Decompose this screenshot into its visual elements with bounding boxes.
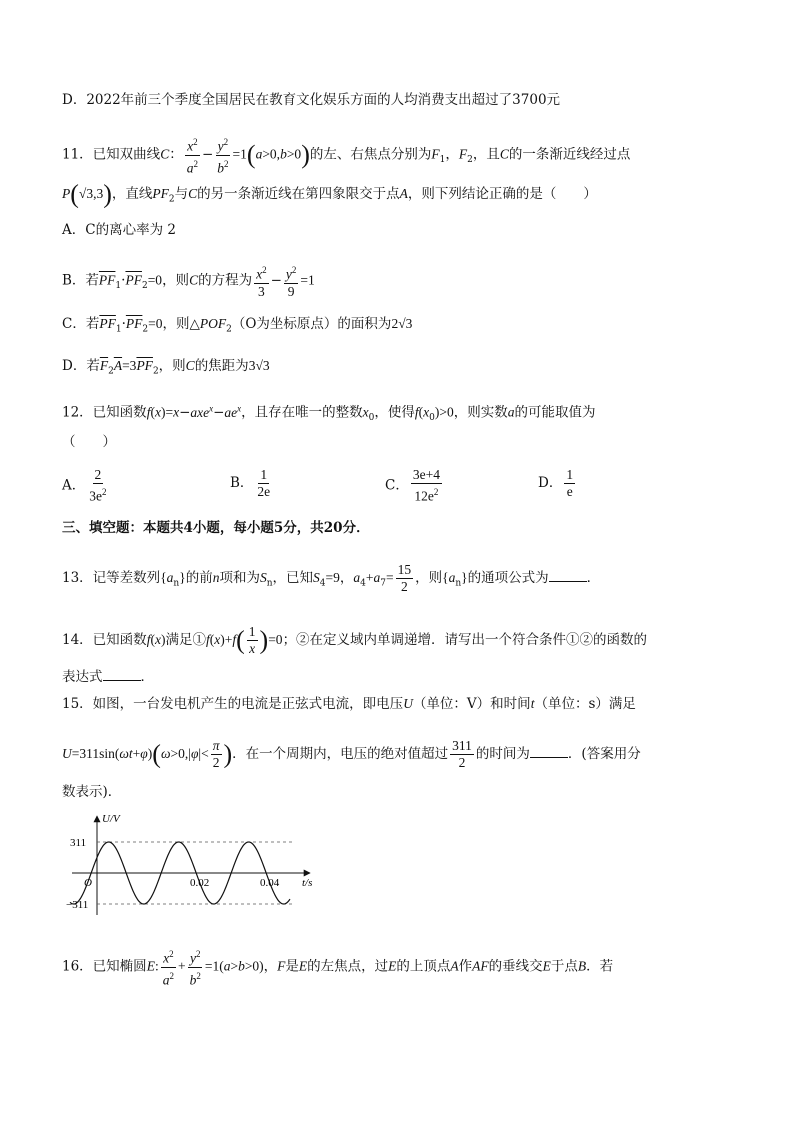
q14-line-1: 14．已知函数f(x)满足①f(x)+f( $\frac{1}{x}$ )=0；②在定义域内单调递增．请写出一个符合条件①②的函数的 bbox=[62, 624, 648, 656]
q13-text-b: 的前 bbox=[185, 570, 213, 586]
q11-optd-post: 的焦距为 bbox=[194, 358, 249, 374]
q11-optc-mid: ，则△ bbox=[162, 316, 200, 332]
q11-text-b: 的左、右焦点分别为 bbox=[309, 146, 432, 163]
q11-optc-pre: C．若 bbox=[62, 316, 100, 332]
q13-text-a: 13．记等差数列 bbox=[62, 570, 161, 586]
q16-text-a: 16．已知椭圆 bbox=[62, 958, 147, 975]
q16-text-i: ．若 bbox=[586, 958, 614, 975]
q12-text-c: ，使得 bbox=[374, 404, 415, 421]
q13-end: ． bbox=[586, 570, 601, 586]
q13-text-e: ， bbox=[339, 570, 354, 586]
x-tick-002: 0.02 bbox=[190, 877, 210, 889]
q15-text-a: 15．如图，一台发电机产生的电流是正弦式电流，即电压 bbox=[62, 696, 404, 712]
q15-line-2: U=311sin(ωt+φ)(ω>0,|φ|< $\frac{\pi}{2}$ )．在一个周期内，电压的绝对值超过 $\frac{311}{2}$ 的时间为 ．(答案用分 bbox=[62, 738, 641, 770]
q12-option-b: B． $\frac{1}{2e}$ bbox=[230, 467, 271, 499]
q15-text-f: ．(答案用分 bbox=[567, 746, 641, 762]
q15-text-c: （单位：s）满足 bbox=[534, 696, 636, 712]
q13-text-c: 项和为 bbox=[219, 570, 260, 586]
q11-text-h: ，则下列结论正确的是（ ） bbox=[407, 186, 597, 202]
q11-option-c: C．若$\overline{PF}_1\cdot\overline{PF}_2=0$，则$\triangle POF_2(O$为坐标原点）的面积为2√3 bbox=[62, 316, 413, 335]
q11-text-a: 11．已知双曲线 bbox=[62, 146, 161, 163]
q11-text-f: 与 bbox=[174, 186, 189, 202]
y-axis-label: U/V bbox=[102, 813, 120, 825]
q15-text-b: （单位：V）和时间 bbox=[412, 696, 531, 712]
q11-option-b: B．若$\overline{PF}_1\cdot\overline{PF}_2=0$，则C的方程为 $\frac{x^2}{3}$ − $\frac{y^2}{9}$ =1 bbox=[62, 262, 754, 300]
q11-optb-post: 的方程为 bbox=[198, 272, 253, 289]
q13-text-g: 的通项公式为 bbox=[467, 570, 549, 586]
q12-text-d: ，则实数 bbox=[453, 404, 508, 421]
q12-line-1: 12．已知函数$f(x)=x-axe^x-ae^x$，且存在唯一的整数$x_0$，使得$f(x_0)>0$，则实数a的可能取值为 bbox=[62, 403, 596, 424]
q11-optd-mid: ，则 bbox=[158, 358, 186, 374]
q14-text-d: 表达式 bbox=[62, 669, 103, 685]
q12-text-b: ，且存在唯一的整数 bbox=[241, 404, 363, 421]
q11-text-e: ，直线 bbox=[111, 186, 153, 202]
q16-text-g: 的垂线交 bbox=[488, 958, 543, 975]
q12-opt-d-label: D． bbox=[538, 475, 563, 491]
q12-opt-b-label: B． bbox=[230, 475, 254, 491]
q13-text-f: ，则 bbox=[415, 570, 443, 586]
q11-optb-mid: ，则 bbox=[162, 272, 190, 289]
q12-opt-a-label: A． bbox=[62, 477, 86, 494]
q12-paren: （ ） bbox=[62, 434, 116, 450]
q16-text-f: 作 bbox=[458, 958, 473, 975]
q13-text-d: ，已知 bbox=[272, 570, 313, 586]
q14-answer-blank[interactable] bbox=[103, 666, 141, 681]
q11-optb-pre: B．若 bbox=[62, 272, 99, 289]
q10-option-d: D．2022年前三个季度全国居民在教育文化娱乐方面的人均消费支出超过了3700元 bbox=[62, 92, 561, 108]
q12-text-a: 12．已知函数 bbox=[62, 404, 147, 421]
q15-line-3: 数表示)． bbox=[62, 784, 122, 800]
q11-text-c: ，且 bbox=[472, 146, 500, 163]
y-tick-neg311: −311 bbox=[66, 899, 89, 911]
q11-optd-pre: D．若 bbox=[62, 358, 100, 374]
q11-optc-post: （O为坐标原点）的面积为 bbox=[231, 316, 392, 332]
q15-text-e: 的时间为 bbox=[475, 746, 530, 762]
q16-text-d: 的左焦点，过 bbox=[307, 958, 389, 975]
x-tick-004: 0.04 bbox=[260, 877, 280, 889]
q12-text-e: 的可能取值为 bbox=[514, 404, 596, 421]
sine-voltage-graph bbox=[62, 810, 322, 925]
q12-option-d: D． $\frac{1}{e}$ bbox=[538, 467, 574, 499]
q16-text-c: 是 bbox=[285, 958, 299, 975]
frac-x2-3: $\frac{x^2}{3}$ bbox=[254, 262, 269, 300]
q13-answer-blank[interactable] bbox=[549, 567, 587, 582]
q14-end: ． bbox=[140, 669, 154, 685]
x-axis-label: t/s bbox=[302, 877, 313, 889]
q14-line-2 bbox=[62, 666, 754, 687]
q11-option-d: D．若$\overline{F}_2\overline{A}=3\overline{PF}_2$，则C的焦距为3√3 bbox=[62, 358, 270, 377]
section-3-heading: 三、填空题：本题共4小题，每小题5分，共20分． bbox=[62, 520, 370, 536]
q15-answer-blank[interactable] bbox=[530, 743, 568, 758]
q15-line-1: 15．如图，一台发电机产生的电流是正弦式电流，即电压U（单位：V）和时间t（单位：s）满足 bbox=[62, 696, 636, 712]
q11-text-d: 的一条渐近线经过点 bbox=[508, 146, 631, 163]
y-tick-311: 311 bbox=[70, 837, 87, 849]
q11-line-2: P(√3,3)，直线$PF_2$与C的另一条渐近线在第四象限交于点A，则下列结论正确的是（ ） bbox=[62, 179, 597, 209]
q11-text-g: 的另一条渐近线在第四象限交于点 bbox=[197, 186, 400, 202]
q14-text-b: 满足① bbox=[165, 632, 206, 648]
frac-y2-b2: $\frac{y^2}{b^2}$ bbox=[215, 134, 230, 176]
q11-option-a: A．C的离心率为 2 bbox=[62, 222, 176, 238]
origin-label: O bbox=[84, 877, 92, 889]
q16-text-h: 于点 bbox=[550, 958, 578, 975]
q14-text-c: ；②在定义域内单调递增．请写出一个符合条件①②的函数的 bbox=[282, 632, 648, 648]
q16-line-1: 16．已知椭圆E: $\frac{x^2}{a^2}$ + $\frac{y^2}{b^2}$ =1(a>b>0)，F是E的左焦点，过E的上顶点A作AF的垂线交E于点B．若 bbox=[62, 946, 754, 988]
q15-text-d: ．在一个周期内，电压的绝对值超过 bbox=[232, 746, 449, 762]
q12-option-a: A． $\frac{2}{3e^2}$ bbox=[62, 467, 107, 504]
q13-line: 13．记等差数列$\{a_n\}$的前n项和为$S_n$，已知$S_4=9$，$a_4+a_7=$ $\frac{15}{2}$ ，则$\{a_n\}$的通项公式为 ． bbox=[62, 562, 601, 594]
q14-text-a: 14．已知函数 bbox=[62, 632, 147, 648]
frac-y2-9: $\frac{y^2}{9}$ bbox=[284, 262, 299, 300]
frac-x2-a2: $\frac{x^2}{a^2}$ bbox=[185, 134, 200, 176]
q12-option-c: C． $\frac{3e+4}{12e^2}$ bbox=[385, 467, 440, 504]
q11-line-1: 11．已知双曲线C： $\frac{x^2}{a^2}$ − $\frac{y^2}{b^2}$ =1(a>0,b>0)的左、右焦点分别为$F_1$，$F_2$，且C的一条渐近线经过点 bbox=[62, 134, 754, 176]
q12-opt-c-label: C． bbox=[385, 477, 409, 494]
q16-text-e: 的上顶点 bbox=[396, 958, 451, 975]
q16-text-b: ， bbox=[263, 958, 278, 975]
